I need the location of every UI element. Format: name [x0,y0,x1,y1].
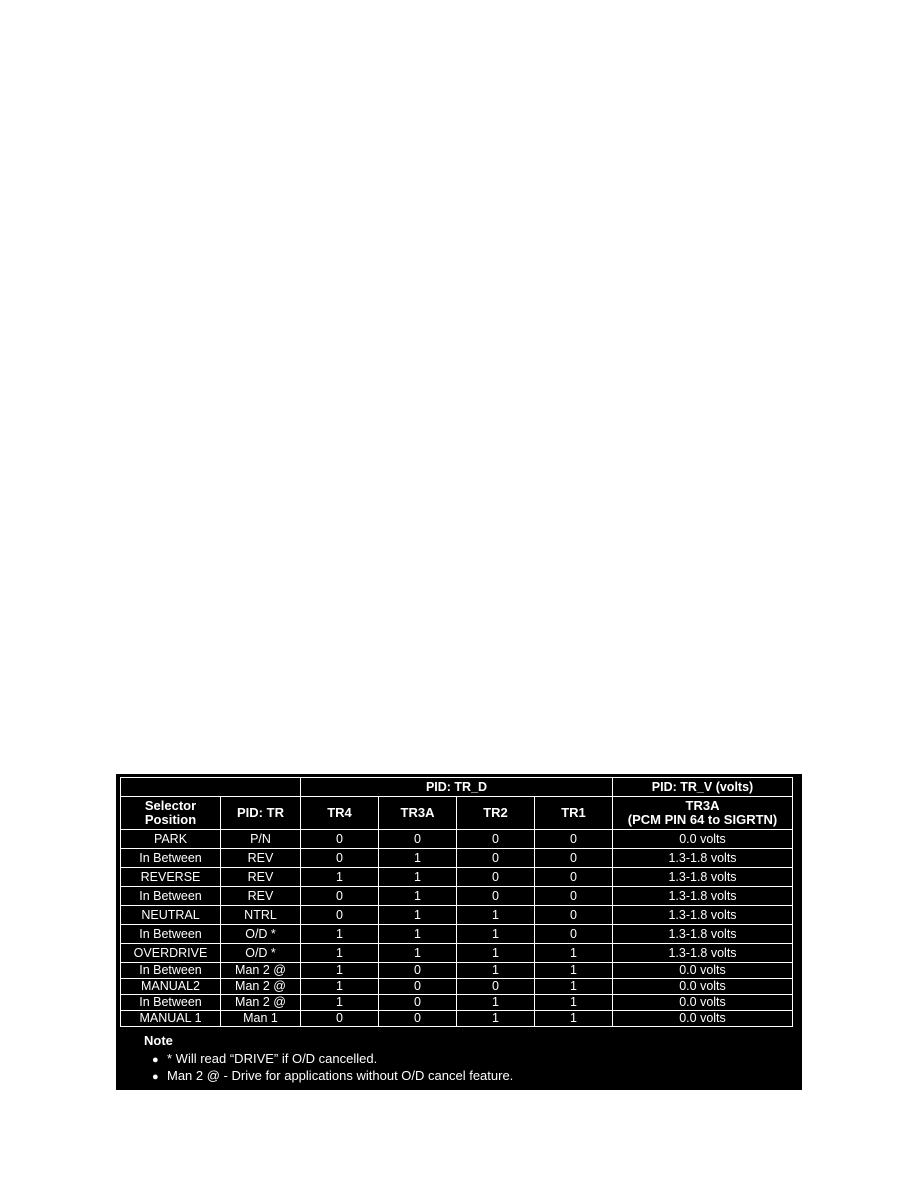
cell-tr2: 0 [457,979,535,995]
cell-pid-tr: REV [221,887,301,906]
cell-tr3a: 0 [379,830,457,849]
cell-tr1: 1 [535,979,613,995]
cell-tr4: 0 [301,830,379,849]
col-header-pid-tr: PID: TR [221,797,301,830]
col-header-selector-position: Selector Position [121,797,221,830]
cell-tr1: 1 [535,995,613,1011]
note-item [152,1068,798,1083]
bullet-icon: ● [152,1071,159,1083]
cell-pid-tr: O/D * [221,944,301,963]
cell-tr3a: 0 [379,963,457,979]
cell-tr-v: 0.0 volts [613,830,793,849]
cell-selector-position: In Between [121,887,221,906]
cell-tr2: 1 [457,944,535,963]
column-header-row [121,797,793,830]
cell-pid-tr: NTRL [221,906,301,925]
cell-tr4: 0 [301,849,379,868]
col-header-tr2: TR2 [457,797,535,830]
cell-tr4: 0 [301,1011,379,1027]
cell-tr4: 1 [301,995,379,1011]
cell-selector-position: OVERDRIVE [121,944,221,963]
cell-tr1: 0 [535,849,613,868]
cell-tr4: 1 [301,963,379,979]
cell-tr-v: 0.0 volts [613,1011,793,1027]
cell-selector-position: REVERSE [121,868,221,887]
cell-pid-tr: Man 2 @ [221,963,301,979]
cell-selector-position: MANUAL 1 [121,1011,221,1027]
table-row [121,925,793,944]
cell-tr2: 1 [457,995,535,1011]
cell-tr4: 0 [301,906,379,925]
table-row [121,887,793,906]
cell-tr2: 0 [457,868,535,887]
note-title: Note [144,1033,173,1048]
cell-tr1: 1 [535,944,613,963]
cell-tr1: 0 [535,925,613,944]
cell-pid-tr: REV [221,849,301,868]
cell-selector-position: MANUAL2 [121,979,221,995]
cell-pid-tr: REV [221,868,301,887]
table-row [121,1011,793,1027]
group-header-tr-v: PID: TR_V (volts) [613,778,793,797]
col-header-tr3a-volts: TR3A (PCM PIN 64 to SIGRTN) [613,797,793,830]
cell-pid-tr: O/D * [221,925,301,944]
cell-tr3a: 1 [379,887,457,906]
cell-selector-position: NEUTRAL [121,906,221,925]
cell-tr1: 0 [535,887,613,906]
note-item [152,1051,798,1066]
cell-selector-position: In Between [121,849,221,868]
cell-tr3a: 1 [379,944,457,963]
cell-tr-v: 1.3-1.8 volts [613,906,793,925]
bullet-icon: ● [152,1054,159,1066]
note-item-text: Man 2 @ - Drive for applications without O/D cancel feature. [167,1068,514,1083]
transmission-range-table [120,777,793,1027]
cell-tr1: 1 [535,963,613,979]
group-header-row [121,778,793,797]
cell-tr3a: 0 [379,979,457,995]
cell-tr4: 1 [301,868,379,887]
cell-tr1: 0 [535,830,613,849]
cell-tr2: 1 [457,963,535,979]
cell-selector-position: In Between [121,925,221,944]
col-header-tr1: TR1 [535,797,613,830]
table-row [121,849,793,868]
cell-tr4: 0 [301,887,379,906]
note-block [120,1033,798,1083]
cell-tr3a: 0 [379,995,457,1011]
table-row [121,944,793,963]
cell-tr2: 1 [457,906,535,925]
cell-pid-tr: Man 2 @ [221,979,301,995]
cell-tr-v: 1.3-1.8 volts [613,849,793,868]
table-row [121,830,793,849]
cell-tr4: 1 [301,925,379,944]
note-item-text: * Will read “DRIVE” if O/D cancelled. [167,1051,378,1066]
table-row [121,906,793,925]
cell-selector-position: PARK [121,830,221,849]
table-row [121,995,793,1011]
cell-tr2: 1 [457,925,535,944]
cell-tr2: 1 [457,1011,535,1027]
cell-tr4: 1 [301,979,379,995]
table-row [121,963,793,979]
cell-tr3a: 1 [379,849,457,868]
group-header-blank [121,778,301,797]
cell-pid-tr: P/N [221,830,301,849]
cell-tr-v: 1.3-1.8 volts [613,944,793,963]
cell-tr-v: 0.0 volts [613,963,793,979]
col-header-tr4: TR4 [301,797,379,830]
cell-tr4: 1 [301,944,379,963]
cell-tr-v: 1.3-1.8 volts [613,868,793,887]
cell-tr-v: 0.0 volts [613,979,793,995]
cell-tr2: 0 [457,849,535,868]
cell-tr3a: 1 [379,868,457,887]
cell-tr2: 0 [457,830,535,849]
cell-selector-position: In Between [121,963,221,979]
cell-tr1: 0 [535,906,613,925]
cell-tr3a: 1 [379,925,457,944]
cell-tr-v: 0.0 volts [613,995,793,1011]
group-header-tr-d: PID: TR_D [301,778,613,797]
cell-tr3a: 0 [379,1011,457,1027]
cell-tr-v: 1.3-1.8 volts [613,887,793,906]
cell-pid-tr: Man 1 [221,1011,301,1027]
col-header-tr3a: TR3A [379,797,457,830]
cell-selector-position: In Between [121,995,221,1011]
cell-tr1: 1 [535,1011,613,1027]
table-row [121,868,793,887]
table-row [121,979,793,995]
cell-pid-tr: Man 2 @ [221,995,301,1011]
transmission-range-figure [116,774,802,1090]
cell-tr-v: 1.3-1.8 volts [613,925,793,944]
cell-tr1: 0 [535,868,613,887]
cell-tr2: 0 [457,887,535,906]
cell-tr3a: 1 [379,906,457,925]
